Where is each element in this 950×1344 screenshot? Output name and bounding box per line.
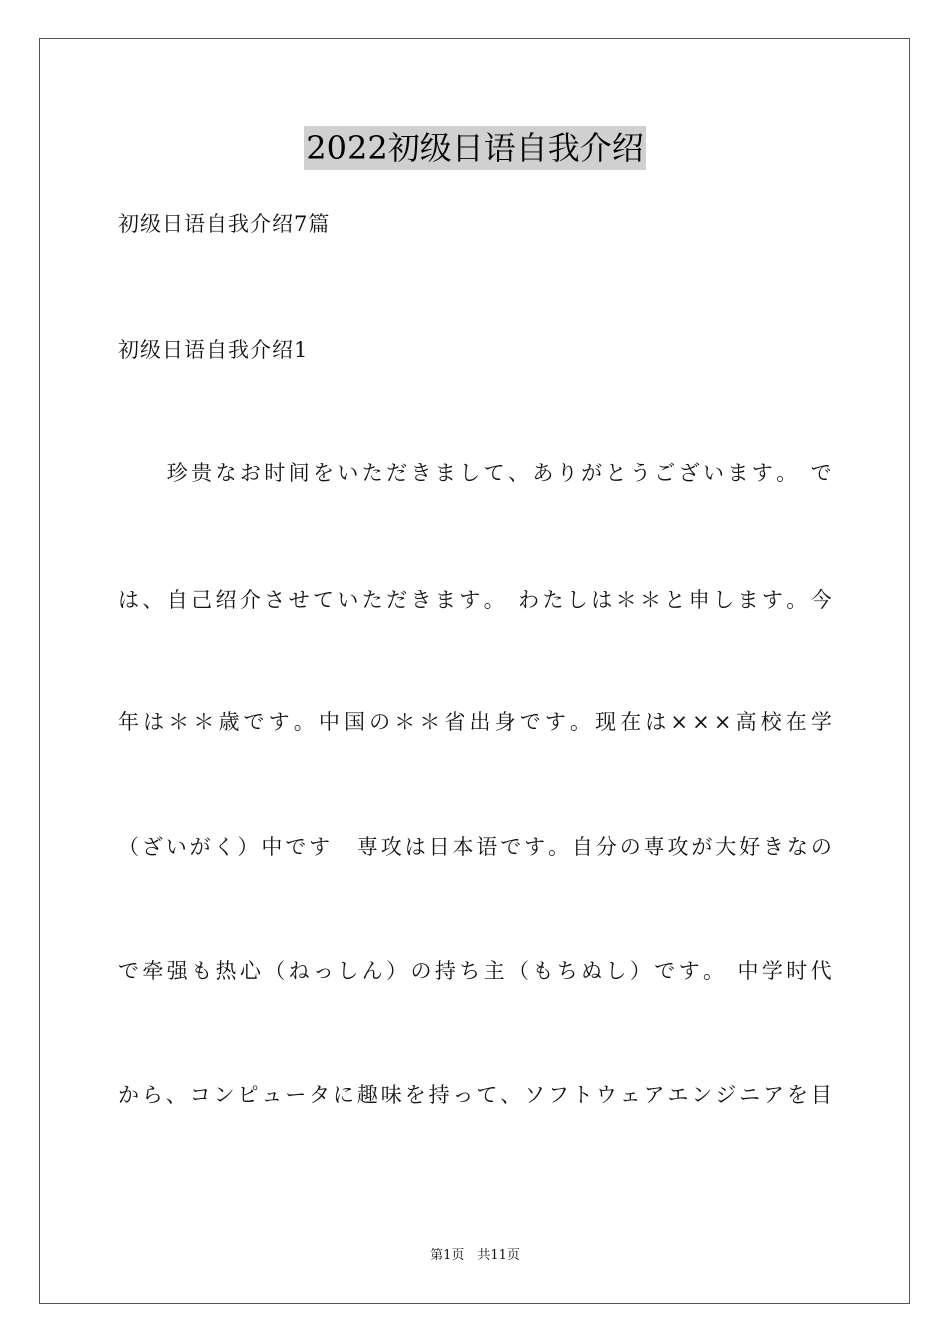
body-char: ） [237, 835, 259, 859]
body-char: し [713, 588, 735, 612]
body-char: ま [737, 588, 759, 612]
body-char: ま [434, 588, 456, 612]
body-char: 心 [239, 959, 261, 983]
body-char: で [654, 959, 676, 983]
body-char: 中 [261, 835, 283, 859]
body-char: で [500, 835, 522, 859]
body-char: 强 [166, 959, 188, 983]
body-char: し [605, 959, 627, 983]
body-char: す [309, 835, 331, 859]
body-char: ＊ [639, 588, 661, 612]
body-char: ー [285, 1083, 307, 1107]
body-char: い [703, 461, 724, 485]
body-char: を [404, 1083, 426, 1107]
body-char: 持 [428, 1083, 450, 1107]
body-char: も [191, 959, 213, 983]
body-char: ち [459, 959, 481, 983]
body-char: 。 [776, 461, 798, 485]
body-char: 。 [548, 835, 570, 859]
body-char: は [645, 710, 667, 734]
body-char: 、 [500, 1083, 522, 1107]
body-char [142, 458, 163, 488]
body-char: り [556, 461, 578, 485]
body-char: 、 [508, 461, 529, 485]
body-char: 自 [571, 835, 593, 859]
body-char: ） [629, 959, 651, 983]
body-char: 中 [737, 959, 759, 983]
body-char: ざ [678, 461, 700, 485]
body-char: す [678, 959, 700, 983]
body-char: ち [556, 959, 578, 983]
body-char: 専 [356, 835, 378, 859]
body-char: 热 [215, 959, 237, 983]
body-char: 珍 [166, 461, 188, 485]
body-line [118, 458, 832, 488]
body-char: ジ [715, 1083, 737, 1107]
body-char: し [566, 588, 588, 612]
body-char: せ [288, 588, 310, 612]
body-char: た [361, 588, 383, 612]
body-char: 今 [810, 588, 832, 612]
body-char: す [751, 461, 773, 485]
body-char: ＊ [419, 710, 441, 734]
body-char: （ [264, 959, 286, 983]
body-char: さ [264, 588, 286, 612]
body-char: 介 [239, 588, 261, 612]
body-char: 目 [810, 1083, 832, 1107]
body-char: 时 [786, 959, 808, 983]
body-char: た [542, 588, 564, 612]
body-char: は [404, 835, 426, 859]
body-char: 己 [191, 588, 213, 612]
body-char: × [713, 710, 732, 734]
body-char: 牵 [142, 959, 164, 983]
body-char: と [664, 588, 686, 612]
body-char: ュ [261, 1083, 283, 1107]
body-char: （ [118, 835, 139, 859]
body-char: 语 [476, 835, 498, 859]
body-char: × [692, 710, 710, 734]
body-char: ウ [595, 1083, 617, 1107]
body-char: な [215, 461, 237, 485]
body-char: な [786, 835, 808, 859]
section-heading: 初级日语自我介绍1 [118, 338, 309, 362]
body-char: て [483, 461, 505, 485]
body-char: ざ [141, 835, 163, 859]
body-char: エ [667, 1083, 689, 1107]
body-char: 。 [786, 588, 808, 612]
body-char: 、 [142, 588, 164, 612]
body-char [118, 458, 139, 488]
body-char: 年 [118, 710, 139, 734]
body-char: 出 [469, 710, 491, 734]
body-char: 省 [444, 710, 466, 734]
body-char: 申 [688, 588, 710, 612]
body-char: い [337, 588, 359, 612]
body-char: を [786, 1083, 808, 1107]
body-char: す [761, 588, 783, 612]
body-char: 大 [715, 835, 737, 859]
body-char: を [313, 461, 334, 485]
body-char: で [285, 835, 307, 859]
body-char: す [524, 835, 546, 859]
body-char: で [243, 710, 265, 734]
body-char: 歳 [218, 710, 240, 734]
body-line [118, 707, 832, 737]
body-char: ン [691, 1083, 713, 1107]
body-line [118, 1080, 832, 1110]
body-char: あ [532, 461, 554, 485]
body-char [508, 585, 515, 615]
body-char: ＊ [615, 588, 637, 612]
body-char: ソ [524, 1083, 546, 1107]
body-char: ） [386, 959, 408, 983]
body-char: の [410, 959, 432, 983]
body-char: は [118, 588, 139, 612]
body-char: ら [141, 1083, 163, 1107]
body-char: 国 [343, 710, 365, 734]
body-char [333, 832, 354, 862]
body-char: ェ [619, 1083, 641, 1107]
body-char: の [810, 835, 832, 859]
body-char: お [239, 461, 261, 485]
body-char: も [532, 959, 554, 983]
body-char: ピ [237, 1083, 259, 1107]
body-char: 自 [166, 588, 188, 612]
page-number-footer: 第1页 共11页 [430, 1248, 520, 1263]
body-char: っ [452, 1083, 474, 1107]
body-char: 。 [703, 959, 724, 983]
body-char: 本 [452, 835, 474, 859]
body-char: し [337, 959, 359, 983]
body-char: 。 [483, 588, 505, 612]
body-char: が [581, 461, 603, 485]
body-char: い [337, 461, 359, 485]
body-char: て [313, 588, 334, 612]
body-char: だ [386, 461, 408, 485]
body-char: が [189, 835, 211, 859]
body-char: 校 [760, 710, 782, 734]
body-char: く [213, 835, 235, 859]
body-char: フ [548, 1083, 570, 1107]
document-title: 2022初级日语自我介绍 [304, 126, 645, 170]
body-line [118, 832, 832, 862]
body-char: と [605, 461, 627, 485]
body-char: て [476, 1083, 498, 1107]
body-char [801, 458, 808, 488]
body-char: ご [654, 461, 676, 485]
body-char: は [143, 710, 165, 734]
body-char: 学 [810, 710, 832, 734]
body-line [118, 956, 832, 986]
body-char: 好 [739, 835, 761, 859]
body-char: ん [361, 959, 383, 983]
body-char: す [268, 710, 290, 734]
body-char: で [810, 461, 832, 485]
body-char: き [410, 588, 432, 612]
body-char: 间 [288, 461, 310, 485]
body-char: の [369, 710, 391, 734]
body-char: 攻 [667, 835, 689, 859]
body-char: わ [518, 588, 540, 612]
body-char: × [670, 710, 689, 734]
body-char: ＊ [193, 710, 215, 734]
body-char: ニ [739, 1083, 761, 1107]
body-char: 现 [595, 710, 617, 734]
body-char: ＊ [168, 710, 190, 734]
body-char: き [763, 835, 785, 859]
body-char: 在 [785, 710, 807, 734]
body-char: ア [643, 1083, 665, 1107]
body-char: ア [763, 1083, 785, 1107]
body-char: が [691, 835, 713, 859]
body-char: 分 [595, 835, 617, 859]
body-char: す [459, 588, 481, 612]
body-char: か [118, 1083, 139, 1107]
body-char: ト [571, 1083, 593, 1107]
body-char: 攻 [380, 835, 402, 859]
body-char: 専 [643, 835, 665, 859]
body-char: き [410, 461, 432, 485]
body-char: 在 [620, 710, 642, 734]
body-char: 、 [165, 1083, 187, 1107]
body-char: 趣 [356, 1083, 378, 1107]
body-char: 高 [735, 710, 757, 734]
body-char: ま [434, 461, 456, 485]
body-char: 味 [380, 1083, 402, 1107]
document-subtitle: 初级日语自我介绍7篇 [118, 212, 331, 236]
body-char: ン [213, 1083, 235, 1107]
body-char: ま [727, 461, 749, 485]
body-char: だ [386, 588, 408, 612]
body-char: に [333, 1083, 355, 1107]
body-line [118, 585, 832, 615]
body-char: 持 [434, 959, 456, 983]
body-char: で [118, 959, 139, 983]
body-char: 贵 [191, 461, 213, 485]
body-char: ぬ [581, 959, 603, 983]
title-container [0, 126, 950, 170]
body-char: 代 [810, 959, 832, 983]
body-char: 身 [494, 710, 516, 734]
body-char: ね [288, 959, 310, 983]
body-char: タ [309, 1083, 331, 1107]
body-char: の [619, 835, 641, 859]
body-char: う [629, 461, 651, 485]
body-char: コ [189, 1083, 211, 1107]
body-char: い [165, 835, 187, 859]
body-char: 学 [761, 959, 783, 983]
body-char [727, 956, 734, 986]
body-char: っ [313, 959, 334, 983]
body-char: 时 [264, 461, 286, 485]
body-char: で [519, 710, 541, 734]
body-char: し [459, 461, 481, 485]
body-char: （ [508, 959, 529, 983]
body-char: 。 [293, 710, 315, 734]
body-char: は [591, 588, 613, 612]
body-char: ＊ [394, 710, 416, 734]
body-char: 绍 [215, 588, 237, 612]
body-char: 。 [569, 710, 591, 734]
body-char: た [361, 461, 383, 485]
body-char: 中 [318, 710, 340, 734]
body-char: 主 [483, 959, 505, 983]
body-char: す [544, 710, 566, 734]
body-char: 日 [428, 835, 450, 859]
